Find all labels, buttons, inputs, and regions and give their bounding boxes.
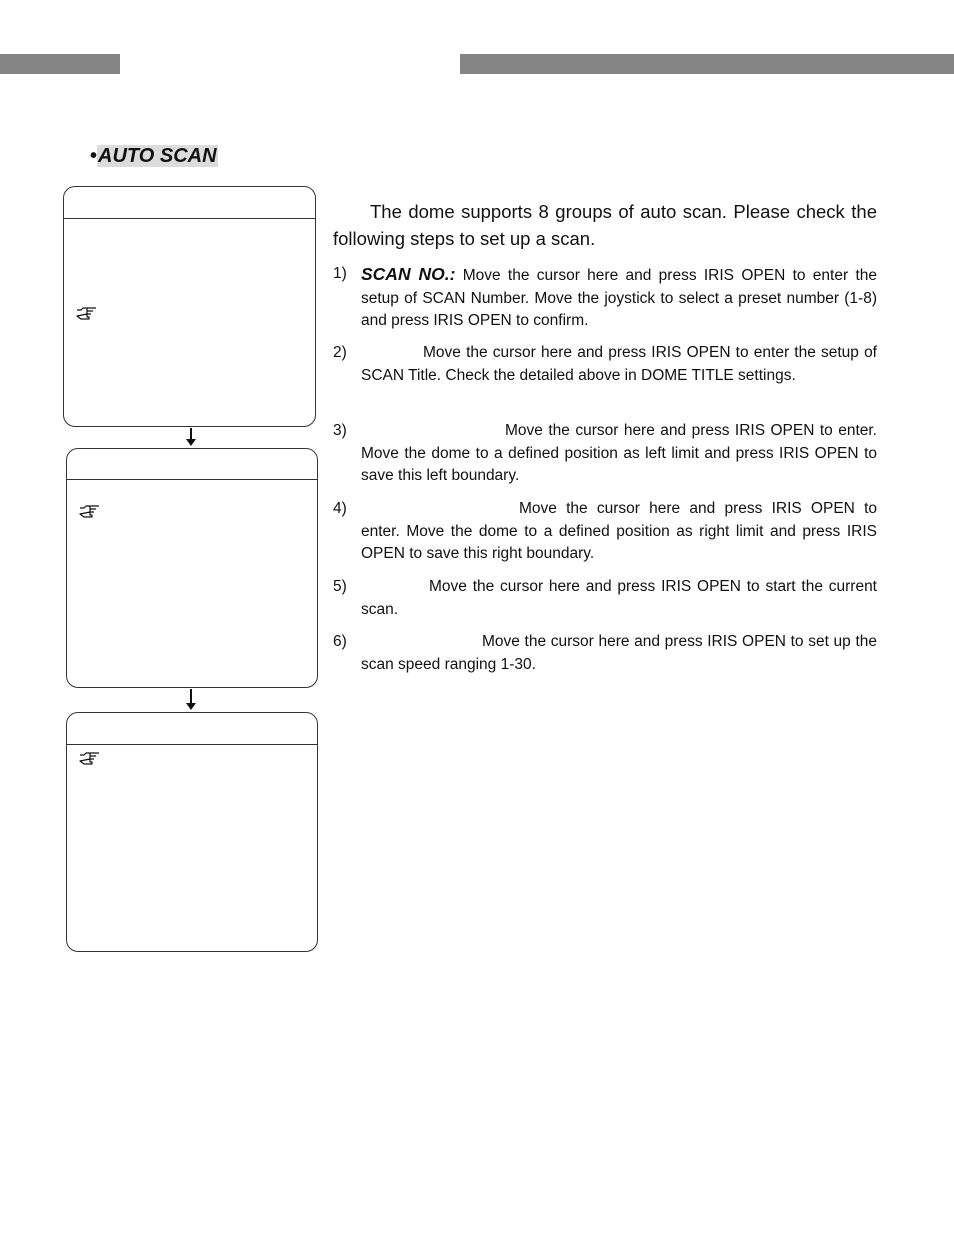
header-bar-left (0, 54, 120, 74)
section-title: AUTO SCAN (98, 145, 217, 167)
step-number: 3) (333, 422, 347, 439)
down-arrow-icon (186, 689, 196, 711)
scan-menu-screen-1 (63, 186, 316, 427)
step-number: 2) (333, 344, 347, 361)
down-arrow-icon (186, 428, 196, 446)
intro-paragraph: The dome supports 8 groups of auto scan. Please check the following steps to set up a scan. (333, 201, 877, 249)
step-number: 5) (333, 578, 347, 595)
step-text: Move the cursor here and press IRIS OPEN to enter the setup of SCAN Number. Move the joystick to select a preset number (1-8) and press IRIS OPEN to confirm. (361, 267, 877, 329)
step-number: 4) (333, 500, 347, 517)
step-text: Move the cursor here and press IRIS OPEN to set up the scan speed ranging 1-30. (361, 633, 877, 673)
section-heading (90, 142, 218, 170)
step-5 (333, 576, 877, 621)
step-1 (333, 263, 877, 333)
scan-menu-screen-2 (66, 448, 318, 688)
step-text: Move the cursor here and press IRIS OPEN to enter. Move the dome to a defined position as left limit and press IRIS OPEN to save this left boundary. (361, 422, 877, 484)
step-number: 6) (333, 633, 347, 650)
step-term: SCAN NO.: (361, 264, 456, 284)
scan-menu-screen-3 (66, 712, 318, 952)
menu-header-line (67, 479, 317, 480)
step-4 (333, 498, 877, 566)
step-text: Move the cursor here and press IRIS OPEN to start the current scan. (361, 578, 877, 618)
header-bar-right (460, 54, 954, 74)
step-text: Move the cursor here and press IRIS OPEN to enter the setup of SCAN Title. Check the detailed above in DOME TITLE settings. (361, 344, 877, 384)
menu-header-line (64, 218, 315, 219)
step-text: Move the cursor here and press IRIS OPEN to enter. Move the dome to a defined position as right limit and press IRIS OPEN to save this right boundary. (361, 500, 877, 562)
menu-header-line (67, 744, 317, 745)
step-number: 1) (333, 265, 347, 282)
pointing-hand-icon (79, 749, 101, 765)
step-3 (333, 420, 877, 488)
bullet: • (90, 145, 98, 167)
pointing-hand-icon (79, 502, 101, 518)
pointing-hand-icon (76, 304, 98, 320)
step-2 (333, 342, 877, 387)
step-6 (333, 631, 877, 676)
